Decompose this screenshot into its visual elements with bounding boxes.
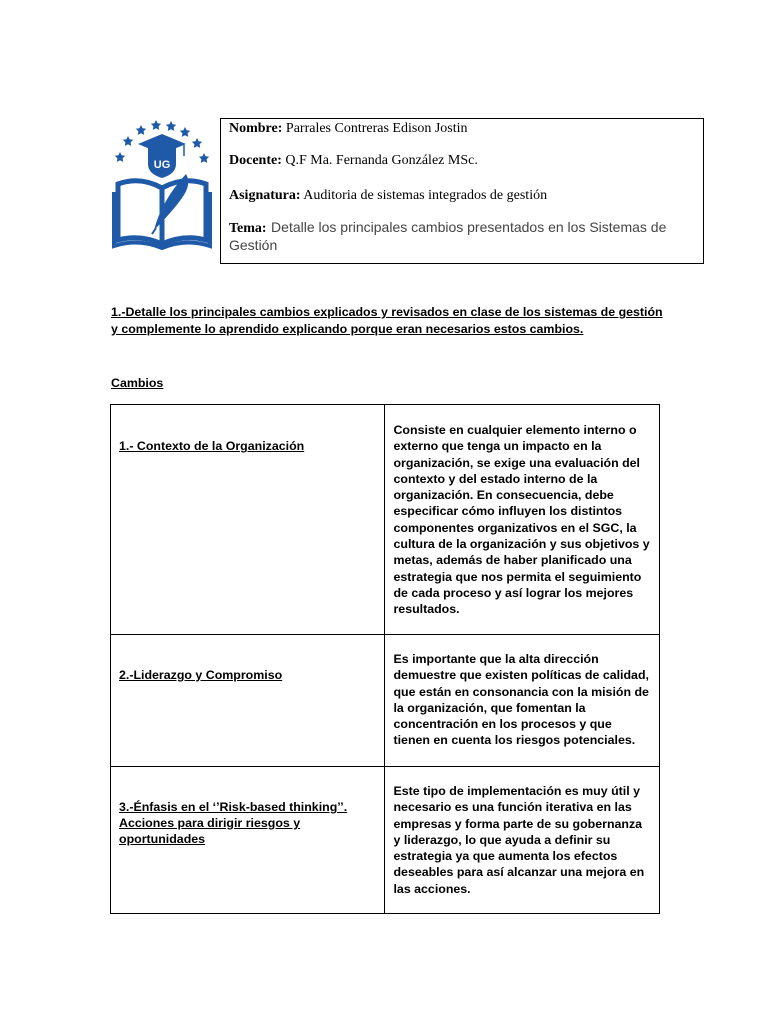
row-title-cell xyxy=(111,405,385,635)
nombre-value: Parrales Contreras Edison Jostin xyxy=(285,121,468,136)
docente-value: Q.F Ma. Fernanda González MSc. xyxy=(285,153,478,168)
university-logo xyxy=(112,118,214,250)
nombre-line xyxy=(229,121,468,137)
row-title-cell xyxy=(111,767,385,914)
section-title: Cambios xyxy=(111,376,164,390)
row-description-cell xyxy=(385,635,660,767)
row-title: 3.-Énfasis en el ‘’Risk-based thinking’’. Acciones para dirigir riesgos y oportunidades xyxy=(119,800,348,846)
row-title: 2.-Liderazgo y Compromiso xyxy=(119,668,283,682)
table-row xyxy=(111,635,660,767)
question-heading: 1.-Detalle los principales cambios explicados y revisados en clase de los sistemas de gestión y complemente lo aprendido explicando porque eran necesarios estos cambios. xyxy=(111,305,663,336)
changes-table xyxy=(110,404,660,914)
row-title-cell xyxy=(111,635,385,767)
svg-text:UG: UG xyxy=(153,159,171,171)
tema-value: Detalle los principales cambios presentados en los Sistemas de Gestión xyxy=(229,219,667,253)
student-info-box xyxy=(220,118,704,264)
docente-line xyxy=(229,153,478,169)
row-description: Consiste en cualquier elemento interno o externo que tenga un impacto en la organización, se exige una evaluación del contexto y del estado interno de la organización. En consecuencia, debe especificar cómo influyen los distintos componentes organizativos en el SGC, la cultura de la organización y sus objetivos y metas, además de haber planificado una estrategia que nos permita el seguimiento de cada proceso y así lograr los mejores resultados. xyxy=(393,423,650,617)
row-description: Este tipo de implementación es muy útil y necesario es una función iterativa en las empresas y forma parte de su gobernanza y liderazgo, lo que ayuda a definir su estrategia ya que aumenta los efectos deseables para así alcanzar una mejora en las acciones. xyxy=(393,784,645,896)
tema-line xyxy=(229,219,699,254)
tema-label: Tema: xyxy=(229,221,267,236)
table-row xyxy=(111,767,660,914)
nombre-label: Nombre: xyxy=(229,121,283,136)
row-title: 1.- Contexto de la Organización xyxy=(119,439,305,453)
asignatura-value: Auditoria de sistemas integrados de gestión xyxy=(303,188,548,203)
row-description-cell xyxy=(385,767,660,914)
table-row xyxy=(111,405,660,635)
asignatura-line xyxy=(229,188,547,204)
docente-label: Docente: xyxy=(229,153,282,168)
row-description-cell xyxy=(385,405,660,635)
asignatura-label: Asignatura: xyxy=(229,188,301,203)
row-description: Es importante que la alta dirección demuestre que existen políticas de calidad, que están en consonancia con la misión de la organización, que fomentan la concentración en los procesos y que tienen en cuenta los riesgos potenciales. xyxy=(393,652,649,748)
